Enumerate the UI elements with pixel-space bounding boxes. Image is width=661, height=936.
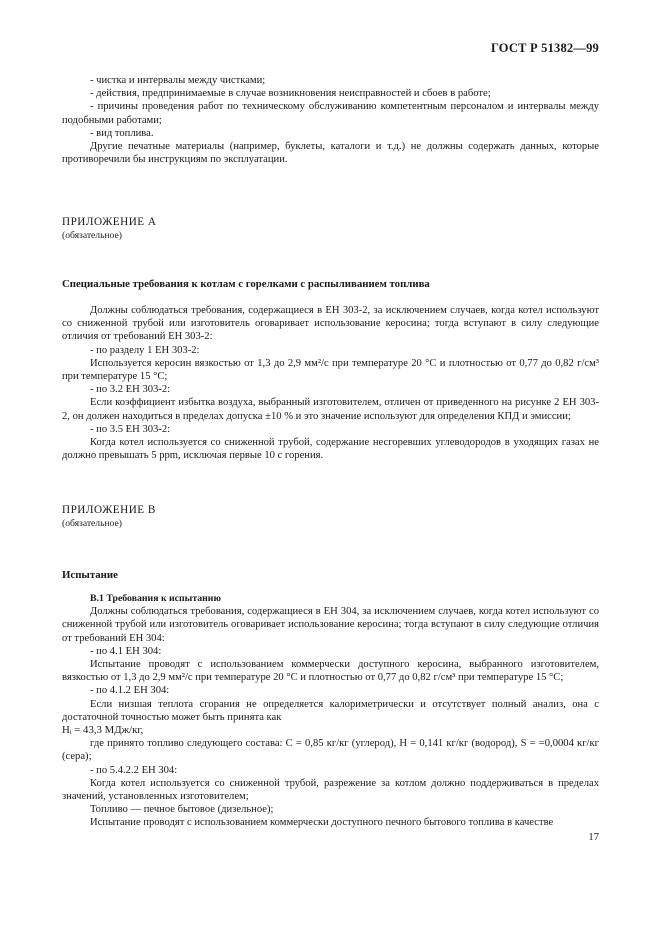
list-item: - чистка и интервалы между чистками; [90,75,266,86]
document-code-header: ГОСТ Р 51382—99 [490,41,599,55]
paragraph: - по 4.1 ЕН 304: [90,645,162,657]
list-item: - вид топлива. [90,127,154,139]
paragraph: Когда котел используется со сниженной трубой, содержание несгоревших углеводородов в уходящих газах не должно превышать 5 ppm, исключая первые 10 с горения. [62,437,599,462]
paragraph: - по разделу 1 ЕН 303-2: [90,344,200,356]
appendix-a-title: ПРИЛОЖЕНИЕ А [62,216,157,228]
paragraph: Если коэффициент избытка воздуха, выбранный изготовителем, отличен от приведенного на рисунке 2 ЕН 303-2, он должен находиться в пределах допуска ±10 % и это значение используют для определения КПД и эмиссии; [62,397,599,422]
paragraph: - по 4.1.2 ЕН 304: [90,685,170,697]
paragraph: Должны соблюдаться требования, содержащиеся в ЕН 303-2, за исключением случаев, когда котел используют со сниженной трубой или изготовитель оговаривает использование керосина; тогда вступают в силу следующие отличия от требований ЕН 303-2: [62,305,599,343]
appendix-b-status: (обязательное) [62,518,122,530]
appendix-a-body [62,304,599,462]
paragraph: Испытание проводят с использованием коммерчески доступного керосина, выбранного изготовителем, вязкостью от 1,3 до 2,9 мм²/с при температуре 20 °С и плотностью от 0,77 до 0,82 г/см³ при температуре 15 °С; [62,659,599,684]
paragraph: Испытание проводят с использованием коммерчески доступного печного бытового топлива в качестве [90,817,554,829]
intro-section [62,74,599,166]
formula: Hᵢ = 43,3 МДж/кг, [62,724,144,737]
appendix-b-body [62,592,599,830]
paragraph: - по 3.2 ЕН 303-2: [90,384,171,396]
paragraph: где принято топливо следующего состава: С = 0,85 кг/кг (углерод), Н = 0,141 кг/кг (водород), S = =0,0004 кг/кг (сера); [62,738,599,763]
appendix-b-heading-block [62,569,599,582]
intro-note: Другие печатные материалы (например, буклеты, каталоги и т.д.) не должны содержать данных, которые противоречили бы инструкциям по эксплуатации. [62,141,599,166]
appendix-a-status: (обязательное) [62,230,122,242]
appendix-b-heading: Испытание [62,569,118,581]
paragraph: - по 3.5 ЕН 303-2: [90,423,171,435]
appendix-a-header [62,216,599,242]
paragraph: - по 5.4.2.2 ЕН 304: [90,764,178,776]
list-item: - действия, предпринимаемые в случае возникновения неисправностей и сбоев в работе; [90,88,491,100]
paragraph: Если низшая теплота сгорания не определяется калориметрически и отсутствует полный анализ, она с достаточной точностью может быть принята как [62,698,599,723]
list-item: - причины проведения работ по техническому обслуживанию компетентным персоналом и интервалы между подобными работами; [62,101,599,126]
appendix-a-heading: Специальные требования к котлам с горелками с распыливанием топлива [62,278,430,290]
subsection-title: В.1 Требования к испытанию [90,593,221,604]
appendix-b-header [62,504,599,530]
paragraph: Используется керосин вязкостью от 1,3 до 2,9 мм²/с при температуре 20 °С и плотностью от 0,77 до 0,82 г/см³ при температуре 15 °С; [62,357,599,383]
appendix-a-heading-block [62,278,599,291]
paragraph: Топливо — печное бытовое (дизельное); [90,804,274,816]
paragraph: Когда котел используется со сниженной трубой, разрежение за котлом должно поддерживаться в пределах значений, установленных изготовителем; [62,777,599,803]
page-number: 17 [588,832,599,843]
appendix-b-title: ПРИЛОЖЕНИЕ В [62,504,156,516]
paragraph: Должны соблюдаться требования, содержащиеся в ЕН 304, за исключением случаев, когда котел используют со сниженной трубой или изготовитель оговаривает использование керосина; тогда вступают в силу следующие отличия от требований ЕН 304: [62,606,599,644]
